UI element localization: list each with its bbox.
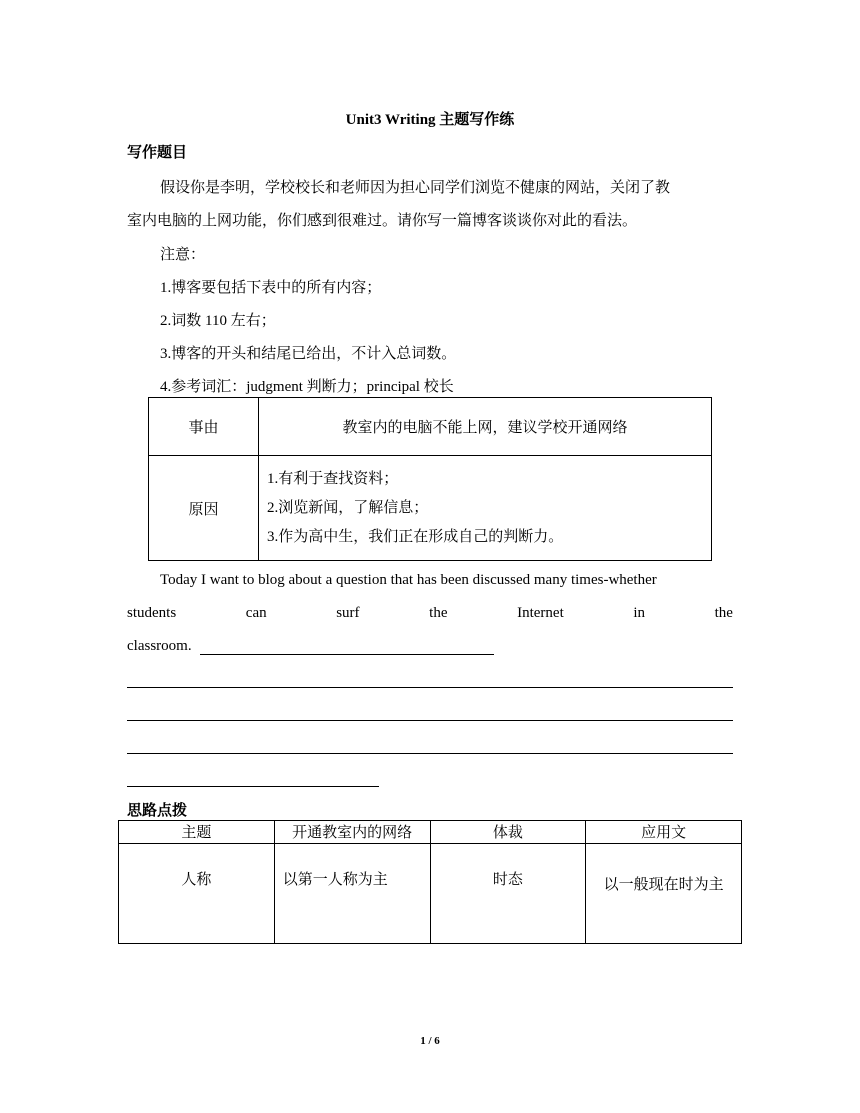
answer-blank-line <box>200 654 494 655</box>
section-heading-tips: 思路点拨 <box>127 803 188 819</box>
prompt-line-2: 室内电脑的上网功能，你们感到很难过。请你写一篇博客谈谈你对此的看法。 <box>127 213 638 229</box>
tips-table <box>118 820 742 944</box>
tips-header-cell: 应用文 <box>586 821 742 844</box>
rule-item: 1.博客要包括下表中的所有内容； <box>160 280 382 296</box>
reason-item: 2.浏览新闻，了解信息； <box>267 499 429 516</box>
essay-word: the <box>714 605 733 621</box>
table-cell-reason-content: 教室内的电脑不能上网，建议学校开通网络 <box>259 398 712 456</box>
essay-end-word: classroom. <box>127 638 192 654</box>
rule-item: 2.词数 110 左右； <box>160 313 276 329</box>
reason-item: 1.有利于查找资料； <box>267 470 399 487</box>
tips-cell: 时态 <box>430 844 586 944</box>
essay-word: students <box>127 605 177 621</box>
reason-item: 3.作为高中生，我们正在形成自己的判断力。 <box>267 528 564 545</box>
answer-blank-line <box>127 720 733 721</box>
notice-label: 注意： <box>160 247 206 263</box>
tips-header-cell: 体裁 <box>430 821 586 844</box>
tips-cell: 以一般现在时为主 <box>586 844 742 944</box>
essay-word: Internet <box>517 605 564 621</box>
answer-blank-line <box>127 687 733 688</box>
essay-end-line <box>127 638 192 655</box>
content-table <box>148 397 712 561</box>
tips-cell: 人称 <box>119 844 275 944</box>
essay-word: the <box>429 605 448 621</box>
table-row-label: 原因 <box>149 456 259 561</box>
rule-item: 3.博客的开头和结尾已给出，不计入总词数。 <box>160 346 457 362</box>
answer-blank-line <box>127 786 379 787</box>
essay-start-line: Today I want to blog about a question that has been discussed many times-whether <box>160 572 657 588</box>
essay-justified-line <box>127 605 733 622</box>
essay-word: surf <box>336 605 360 621</box>
rule-item: 4.参考词汇：judgment 判断力；principal 校长 <box>160 379 454 395</box>
page-number: 1 / 6 <box>420 1035 440 1047</box>
answer-blank-line <box>127 753 733 754</box>
section-heading-writing-task: 写作题目 <box>127 145 188 161</box>
tips-header-cell: 开通教室内的网络 <box>274 821 430 844</box>
table-cell-reasons <box>259 456 712 561</box>
tips-header-cell: 主题 <box>119 821 275 844</box>
document-title: Unit3 Writing 主题写作练 <box>345 112 515 128</box>
essay-word: can <box>245 605 267 621</box>
prompt-line-1: 假设你是李明，学校校长和老师因为担心同学们浏览不健康的网站，关闭了教 <box>160 180 671 196</box>
table-row-label: 事由 <box>149 398 259 456</box>
tips-cell: 以第一人称为主 <box>274 844 430 944</box>
essay-word: in <box>633 605 646 621</box>
